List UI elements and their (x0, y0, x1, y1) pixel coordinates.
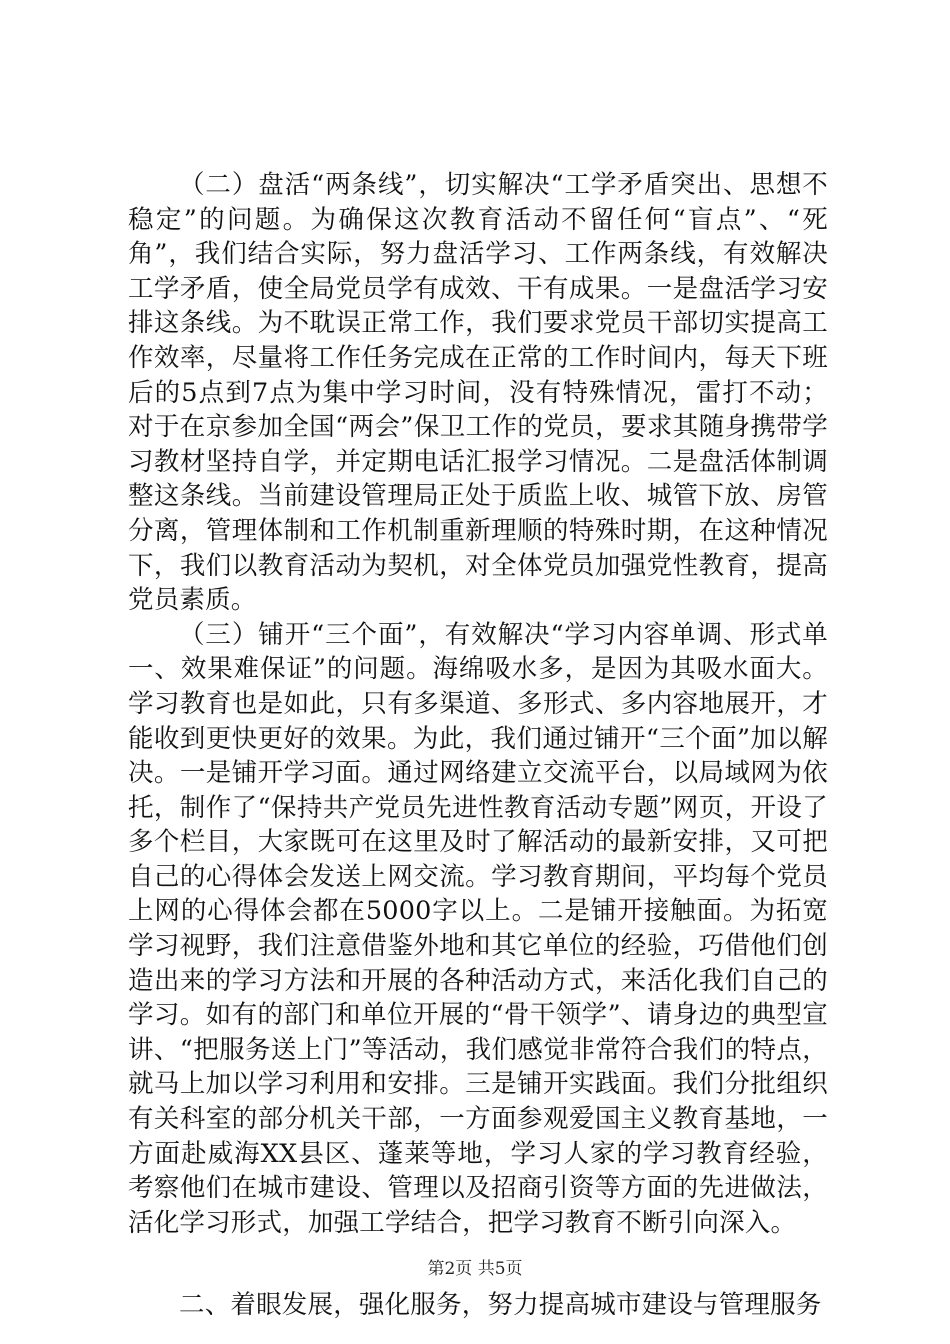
paragraph-section-2: （二）盘活“两条线”，切实解决“工学矛盾突出、思想不稳定”的问题。为确保这次教育活动不留任何“盲点”、“死角”，我们结合实际，努力盘活学习、工作两条线，有效解决工学矛盾，使全局党员学有成效、干有成果。一是盘活学习安排这条线。为不耽误正常工作，我们要求党员干部切实提高工作效率，尽量将工作任务完成在正常的工作时间内，每天下班后的5点到7点为集中学习时间，没有特殊情况，雷打不动；对于在京参加全国“两会”保卫工作的党员，要求其随身携带学习教材坚持自学，并定期电话汇报学习情况。二是盘活体制调整这条线。当前建设管理局正处于质监上收、城管下放、房管分离，管理体制和工作机制重新理顺的特殊时期，在这种情况下，我们以教育活动为契机，对全体党员加强党性教育，提高党员素质。 (128, 170, 829, 616)
page-number-footer: 第2页 共5页 (427, 1259, 523, 1279)
paragraph-section-3: （三）铺开“三个面”，有效解决“学习内容单调、形式单一、效果难保证”的问题。海绵吸水多，是因为其吸水面大。学习教育也是如此，只有多渠道、多形式、多内容地展开，才能收到更快更好的效果。为此，我们通过铺开“三个面”加以解决。一是铺开学习面。通过网络建立交流平台，以局域网为依托，制作了“保持共产党员先进性教育活动专题”网页，开设了多个栏目，大家既可在这里及时了解活动的最新安排，又可把自己的心得体会发送上网交流。学习教育期间，平均每个党员上网的心得体会都在5000字以上。二是铺开接触面。为拓宽学习视野，我们注意借鉴外地和其它单位的经验，巧借他们创造出来的学习方法和开展的各种活动方式，来活化我们自己的学习。如有的部门和单位开展的“骨干领学”、请身边的典型宣讲、“把服务送上门”等活动，我们感觉非常符合我们的特点，就马上加以学习利用和安排。三是铺开实践面。我们分批组织有关科室的部分机关干部，一方面参观爱国主义教育基地，一方面赴威海XX县区、蓬莱等地，学习人家的学习教育经验，考察他们在城市建设、管理以及招商引资等方面的先进做法，活化学习形式，加强工学结合，把学习教育不断引向深入。 (128, 619, 828, 1238)
document-body (128, 168, 828, 1323)
section-heading: 二、着眼发展，强化服务，努力提高城市建设与管理服务 (179, 1290, 822, 1321)
